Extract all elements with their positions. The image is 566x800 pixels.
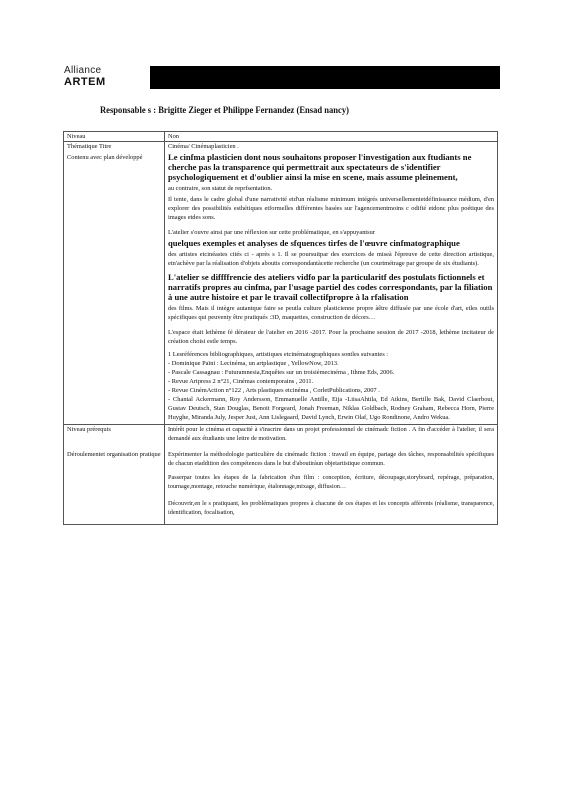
contenu-paragraph-3-tail: des films. Mais il intègre autantque faire se peutla culture plasticienne propre àêtre diffusée par une école d'art, etles outils spécifiques qui peuventy être pratiqués :3D, maquettes, construction de décors… [168, 305, 494, 322]
reference-item: - Pascale Cassagnau : Futuramnesia,Enquêtes sur un troisièmecinéma , Ithme Eds, 2006. [168, 369, 395, 377]
logo-line-1: Alliance [64, 65, 102, 76]
prerequis-label: Niveau prérequis [64, 424, 165, 449]
contenu-bold-3: L'atelier se diffffrencie des ateliers vidfo par la particularitf des postulats fictionnels et narratifs propres au cinfma, par l'usage partiel des codes correspondants, par la filiation à une autre histoire et par le travail collectifpropre à la rfalisation [168, 272, 493, 303]
alliance-artem-logo [64, 66, 106, 88]
deroulement-cell [165, 450, 498, 524]
responsable-line: Responsable s : Brigitte Zieger et Philippe Fernandez (Ensad nancy) [100, 106, 349, 116]
prerequis-value [165, 424, 498, 449]
course-table [63, 131, 498, 525]
reference-item: - Chantal Ackermann, Roy Andersson, Emmanuelle Antille, Eija -LiisaAhtila, Ed Atkins, Bertille Bak, David Claerbout, Gustav Deutsch, Stan Douglas, Benoit Forgeard, Jonah Freeman, Niklas Goldbach, Rodney Graham, Rebecca Horn, Pierre Huyghe, Miranda July, Jesper Just, Ann Lislegaard, David Lynch, Erwin Olaf, Ugo Rondinone, Andro Wekua. [168, 396, 494, 421]
reference-item: - Revue Artpress 2 n°21, Cinémas contemporains , 2011. [168, 378, 314, 386]
contenu-bold-2: quelques exemples et analyses de sfquences tirfes de l'œuvre cinfmatographique [168, 238, 460, 249]
row-thematique [64, 142, 498, 425]
redacted-title-bar [150, 66, 500, 89]
deroulement-paragraph-1: Expérimenter la méthodologie particulière du cinémadc fiction : travail en équipe, partage des tâches, responsabilités spécifiques de chacun etaddition des compétences dans le but d'aboutiràun objetartistique commun. [168, 450, 494, 467]
niveau-label: Niveau [64, 132, 165, 142]
deroulement-paragraph-2: Passerpar toutes les étapes de la fabrication d'un film : conception, écriture, découpage,storyboard, repérage, préparation, tournage,montage, retouche numérique, étalonnage,mixage, diffusion… [168, 473, 494, 490]
deroulement-label: Déroulementet organisation pratique [64, 450, 165, 524]
reference-item: - Revue CinémAction n°122 , Arts plastiques etcinéma , CorletPublications, 2007 . [168, 387, 380, 395]
reference-item: - Dominique Païni : Lecinéma, un artplastique , YellowNow, 2013. [168, 360, 339, 368]
logo-line-2: ARTEM [64, 76, 106, 88]
references-title: 1 Lesréférences bibliographiques, artistiques etcinématographiques sontles suivantes : [168, 351, 389, 359]
contenu-paragraph-2-start: L'atelier s'ouvre ainsi par une réflexion sur cette problématique, en s'appuyantsur [168, 228, 375, 236]
thematique-label-text: Thématique Titre [67, 143, 112, 150]
contenu-cell [165, 142, 498, 425]
row-niveau [64, 132, 498, 142]
contenu-intro-bold: Le cinfma plasticien dont nous souhaitons proposer l'investigation aux ftudiants ne cherche pas la transparence qui permettrait aux spectateurs de s'identifier psychologiquement et d'oublier ainsi la mise en scene, mais assume pleinement, [168, 152, 472, 182]
thematique-label [64, 142, 165, 425]
deroulement-paragraph-3: Découvrir,en le s pratiquant, les problématiques propres à chacune de ces étapes et les concepts afférents (réalisme, transparence, identification, focalisation, [168, 499, 494, 516]
thematique-value: Cinéma/ Cinémaplasticien . [168, 143, 239, 150]
niveau-value: Non [165, 132, 498, 142]
contenu-intro-tail: au contraire, son statut de reprfsentation. [168, 184, 273, 192]
contenu-paragraph-1: Il tente, dans le cadre global d'une narrativité etd'un réalisme minimum intégrés universellementetdéfinissance médium, d'en explorer des possibilités esthétiques etformelles différentes basées sur l'agencementmoins c odifié etdonc plus poétique des images etdes sons. [168, 195, 494, 222]
row-prerequis [64, 424, 498, 449]
references-block [168, 351, 494, 423]
contenu-label: Contenu avec plan développé [67, 154, 143, 161]
prerequis-text: Intérêt pour le cinéma et capacité à s'inscrire dans un projet professionnel de cinémadc fiction . A fin d'accéder à l'atelier, il sera demandé aux étudiants une lettre de motivation. [168, 425, 494, 442]
contenu-paragraph-2-rest: des artistes etcinéastes cités ci - après s 1. Il se poursuitpar des exercices de miseà l'épreuve de cette direction artistique, etn'achève par la réalisation d'objets aboutis correspondantàcette recherche (un courtmétrage par groupe de six étudiants). [168, 250, 494, 268]
contenu-paragraph-4: L'espace était lethème fé dérateur de l'atelier en 2016 -2017. Pour la prochaine session de 2017 -2018, lethème incitateur de création choisi estle temps. [168, 328, 494, 345]
row-deroulement [64, 450, 498, 524]
